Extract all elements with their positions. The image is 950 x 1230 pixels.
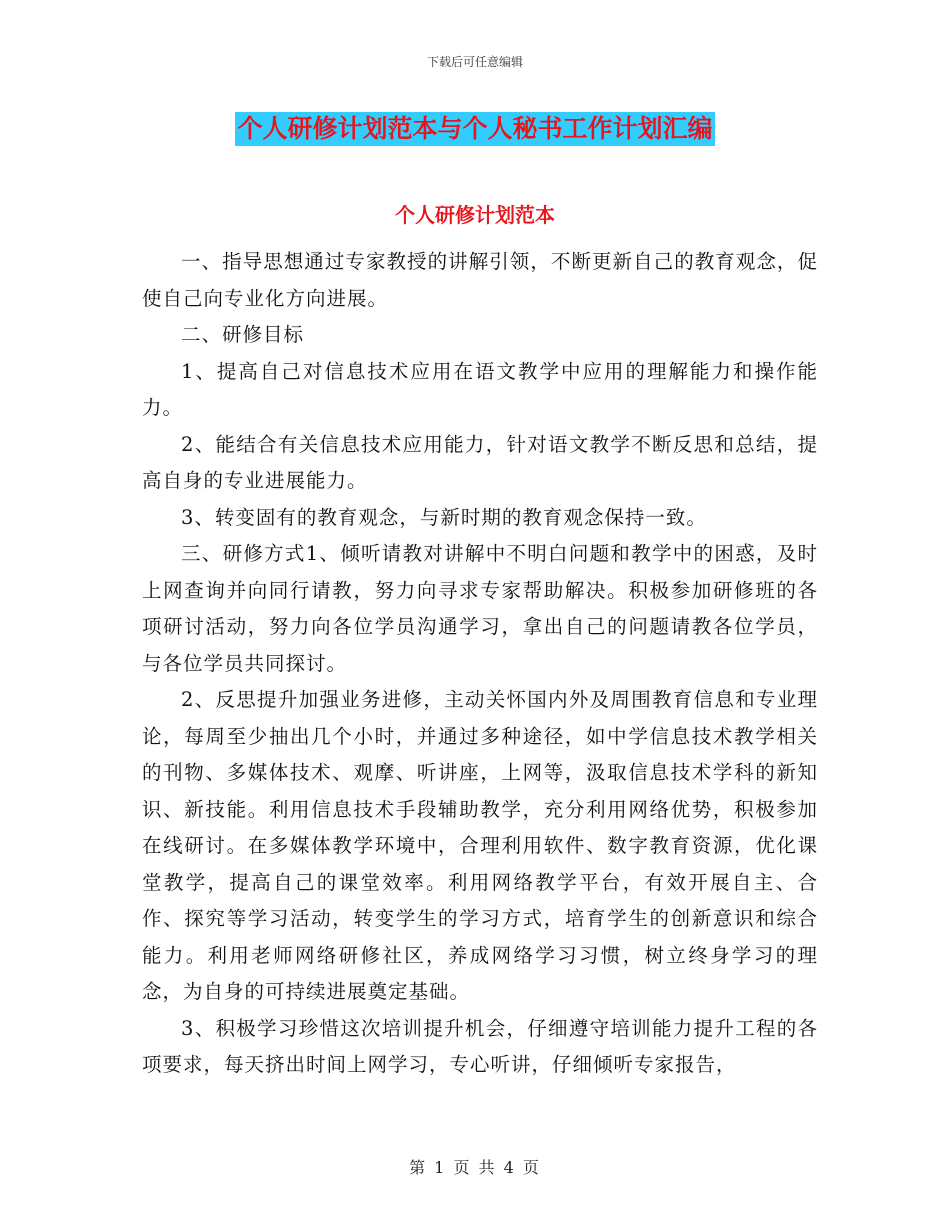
paragraph: 2、能结合有关信息技术应用能力，针对语文教学不断反思和总结，提高自身的专业进展能力。 — [142, 432, 818, 492]
paragraph: 3、积极学习珍惜这次培训提升机会，仔细遵守培训能力提升工程的各项要求，每天挤出时间上网学习，专心听讲，仔细倾听专家报告， — [142, 1016, 818, 1076]
paragraph: 三、研修方式1、倾听请教对讲解中不明白问题和教学中的困惑，及时上网查询并向同行请教，努力向寻求专家帮助解决。积极参加研修班的各项研讨活动，努力向各位学员沟通学习，拿出自己的问题请教各位学员，与各位学员共同探讨。 — [142, 542, 818, 675]
document-title: 个人研修计划范本与个人秘书工作计划汇编 — [235, 112, 714, 146]
paragraph: 2、反思提升加强业务进修，主动关怀国内外及周围教育信息和专业理论，每周至少抽出几个小时，并通过多种途径，如中学信息技术教学相关的刊物、多媒体技术、观摩、听讲座，上网等，汲取信息技术学科的新知识、新技能。利用信息技术手段辅助教学，充分利用网络优势，积极参加在线研讨。在多媒体教学环境中，合理利用软件、数字教育资源，优化课堂教学，提高自己的课堂效率。利用网络教学平台，有效开展自主、合作、探究等学习活动，转变学生的学习方式，培育学生的创新意识和综合能力。利用老师网络研修社区，养成网络学习习惯，树立终身学习的理念，为自身的可持续进展奠定基础。 — [142, 688, 818, 1003]
paragraph: 二、研修目标 — [181, 323, 305, 346]
document-body — [142, 244, 818, 1084]
page-header-note: 下载后可任意编辑 — [426, 55, 523, 69]
paragraph: 3、转变固有的教育观念，与新时期的教育观念保持一致。 — [181, 505, 707, 529]
page-footer: 第 1 页 共 4 页 — [409, 1158, 541, 1177]
section-title: 个人研修计划范本 — [395, 203, 555, 227]
main-title-container — [0, 112, 950, 146]
paragraph: 1、提高自己对信息技术应用在语文教学中应用的理解能力和操作能力。 — [142, 359, 818, 419]
paragraph: 一、指导思想通过专家教授的讲解引领，不断更新自己的教育观念，促使自己向专业化方向进展。 — [142, 250, 818, 310]
